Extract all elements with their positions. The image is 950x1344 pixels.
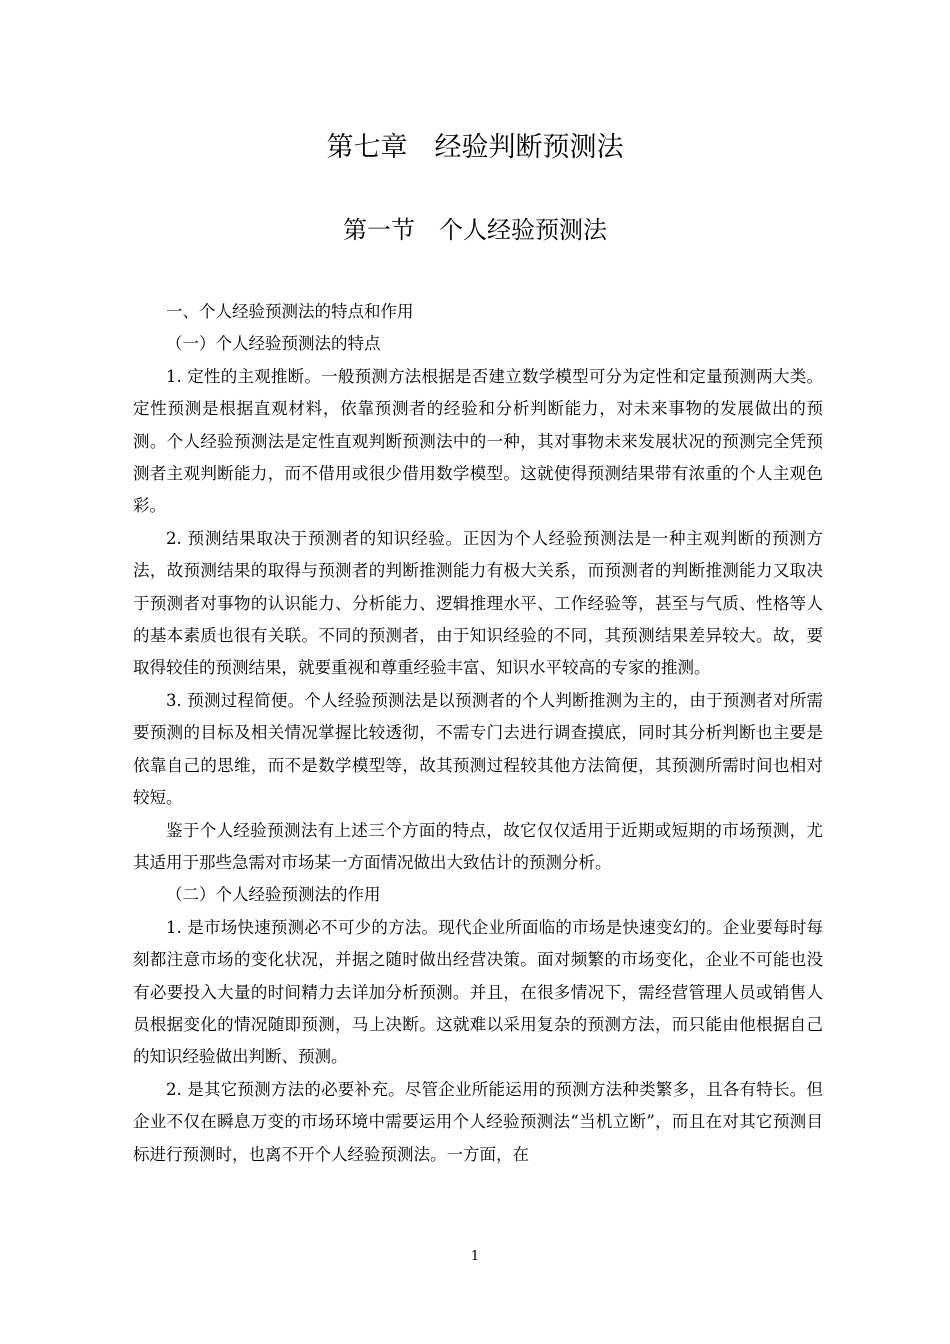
body-text: [133, 296, 823, 1171]
subheading-2: （二）个人经验预测法的作用: [166, 885, 381, 905]
paragraph: 1. 定性的主观推断。一般预测方法根据是否建立数学模型可分为定性和定量预测两大类。定性预测是根据直观材料，依靠预测者的经验和分析判断能力，对未来事物的发展做出的预测。个人经验预测法是定性直观判断预测法中的一种，其对事物未来发展状况的预测完全凭预测者主观判断能力，而不借用或很少借用数学模型。这就使得预测结果带有浓重的个人主观色彩。: [133, 366, 823, 516]
section-title: 第一节 个人经验预测法: [343, 216, 607, 244]
page-number: 1: [470, 1249, 480, 1264]
subheading-1: （一）个人经验预测法的特点: [166, 334, 381, 354]
chapter-title: 第七章 经验判断预测法: [326, 132, 624, 163]
paragraph: 鉴于个人经验预测法有上述三个方面的特点，故它仅仅适用于近期或短期的市场预测，尤其适用于那些急需对市场某一方面情况做出大致估计的预测分析。: [133, 820, 823, 872]
heading-1: 一、个人经验预测法的特点和作用: [166, 302, 414, 321]
paragraph: 3. 预测过程简便。个人经验预测法是以预测者的个人判断推测为主的，由于预测者对所需要预测的目标及相关情况掌握比较透彻，不需专门去进行调查摸底，同时其分析判断也主要是依靠自己的思维，而不是数学模型等，故其预测过程较其他方法简便，其预测所需时间也相对较短。: [133, 690, 823, 808]
paragraph: 2. 预测结果取决于预测者的知识经验。正因为个人经验预测法是一种主观判断的预测方法，故预测结果的取得与预测者的判断推测能力有极大关系，而预测者的判断推测能力又取决于预测者对事物的认识能力、分析能力、逻辑推理水平、工作经验等，甚至与气质、性格等人的基本素质也很有关联。不同的预测者，由于知识经验的不同，其预测结果差异较大。故，要取得较佳的预测结果，就要重视和尊重经验丰富、知识水平较高的专家的推测。: [133, 528, 823, 678]
paragraph: 2. 是其它预测方法的必要补充。尽管企业所能运用的预测方法种类繁多，且各有特长。但企业不仅在瞬息万变的市场环境中需要运用个人经验预测法“当机立断”，而且在对其它预测目标进行预测时，也离不开个人经验预测法。一方面，在: [133, 1079, 823, 1164]
paragraph: 1. 是市场快速预测必不可少的方法。现代企业所面临的市场是快速变幻的。企业要每时每刻都注意市场的变化状况，并据之随时做出经营决策。面对频繁的市场变化，企业不可能也没有必要投入大量的时间精力去详加分析预测。并且，在很多情况下，需经营管理人员或销售人员根据变化的情况随即预测，马上决断。这就难以采用复杂的预测方法，而只能由他根据自己的知识经验做出判断、预测。: [133, 917, 823, 1067]
